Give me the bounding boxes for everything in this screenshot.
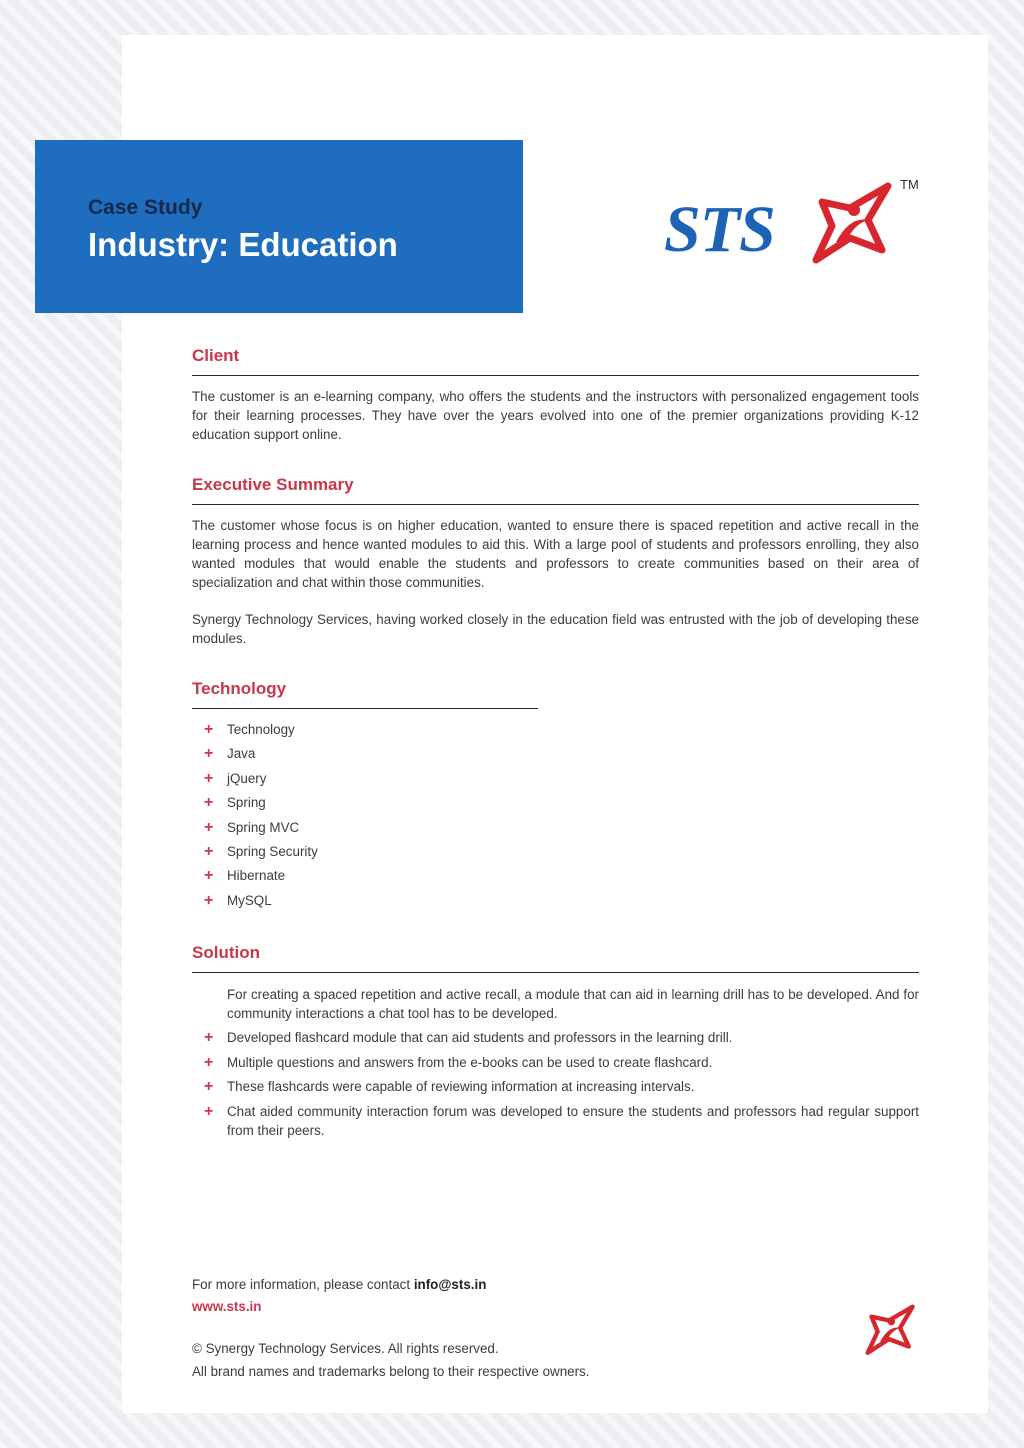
list-item: + Spring	[204, 794, 266, 812]
list-item: + Developed flashcard module that can aid students and professors in the learning drill.	[204, 1029, 733, 1047]
solution-intro: For creating a spaced repetition and active recall, a module that can aid in learning drill has to be developed. And for community interactions a chat tool has to be developed.	[227, 987, 919, 1021]
technology-heading: Technology	[192, 679, 287, 698]
trademark-note: All brand names and trademarks belong to their respective owners.	[192, 1364, 590, 1379]
list-item: + Hibernate	[204, 867, 286, 885]
plus-bullet-icon: +	[204, 891, 214, 909]
trademark-symbol: TM	[900, 177, 919, 192]
plus-bullet-icon: +	[204, 745, 214, 763]
list-item: + Spring MVC	[204, 818, 300, 836]
sts-star-swoosh-icon	[864, 1303, 920, 1359]
plus-bullet-icon: +	[204, 794, 214, 812]
list-item: + Multiple questions and answers from the e-books can be used to create flashcard.	[204, 1053, 713, 1071]
technology-list	[204, 720, 318, 915]
list-item: + Technology	[204, 721, 295, 738]
list-item: + Java	[204, 745, 256, 763]
list-item: + These flashcards were capable of reviewing information at increasing intervals.	[204, 1078, 695, 1096]
website-link[interactable]: www.sts.in	[192, 1299, 262, 1314]
header-banner	[35, 140, 523, 313]
list-item: + MySQL	[204, 891, 272, 909]
plus-bullet-icon: +	[204, 842, 214, 860]
industry-title: Industry: Education	[88, 226, 398, 263]
contact-prefix: For more information, please contact	[192, 1277, 411, 1292]
client-text: The customer is an e-learning company, who offers the students and the instructors with personalized engagement tools for their learning processes. They have over the years evolved into one of the premier organizations providing K-12 education support online.	[192, 389, 919, 442]
plus-bullet-icon: +	[204, 867, 214, 885]
sts-logo	[664, 176, 924, 272]
copyright-text: © Synergy Technology Services. All rights reserved.	[192, 1341, 499, 1356]
executive-summary-paragraph: Synergy Technology Services, having worked closely in the education field was entrusted with the job of developing these modules.	[192, 612, 919, 646]
contact-email-link[interactable]: info@sts.in	[413, 1277, 487, 1292]
contact-line	[192, 1277, 486, 1292]
sts-star-swoosh-icon	[810, 180, 900, 270]
executive-summary-paragraph: The customer whose focus is on higher education, wanted to ensure there is spaced repetition and active recall in the learning process and hence wanted modules to aid this. With a large pool of students and professors enrolling, they also wanted modules that would enable the students and professors to create communities based on their area of specialization and chat within those communities.	[192, 518, 919, 590]
executive-summary-divider	[192, 504, 919, 505]
plus-bullet-icon: +	[204, 769, 214, 787]
logo-wordmark: STS	[664, 193, 775, 266]
case-study-label: Case Study	[88, 196, 203, 219]
plus-bullet-icon: +	[204, 1102, 214, 1120]
plus-bullet-icon: +	[204, 1078, 214, 1096]
technology-divider	[192, 708, 538, 709]
executive-summary-heading: Executive Summary	[192, 475, 354, 494]
solution-heading: Solution	[192, 943, 260, 962]
list-item: + Spring Security	[204, 842, 318, 860]
plus-bullet-icon: +	[204, 1053, 214, 1071]
client-heading: Client	[192, 346, 240, 365]
solution-list	[204, 985, 919, 1145]
plus-bullet-icon: +	[204, 818, 214, 836]
plus-bullet-icon: +	[204, 1029, 214, 1047]
solution-divider	[192, 972, 919, 973]
client-divider	[192, 375, 919, 376]
plus-bullet-icon: +	[204, 721, 214, 738]
list-item: + jQuery	[204, 769, 267, 787]
list-item: + Chat aided community interaction forum was developed to ensure the students and professors had regular support from their peers.	[204, 1102, 919, 1138]
